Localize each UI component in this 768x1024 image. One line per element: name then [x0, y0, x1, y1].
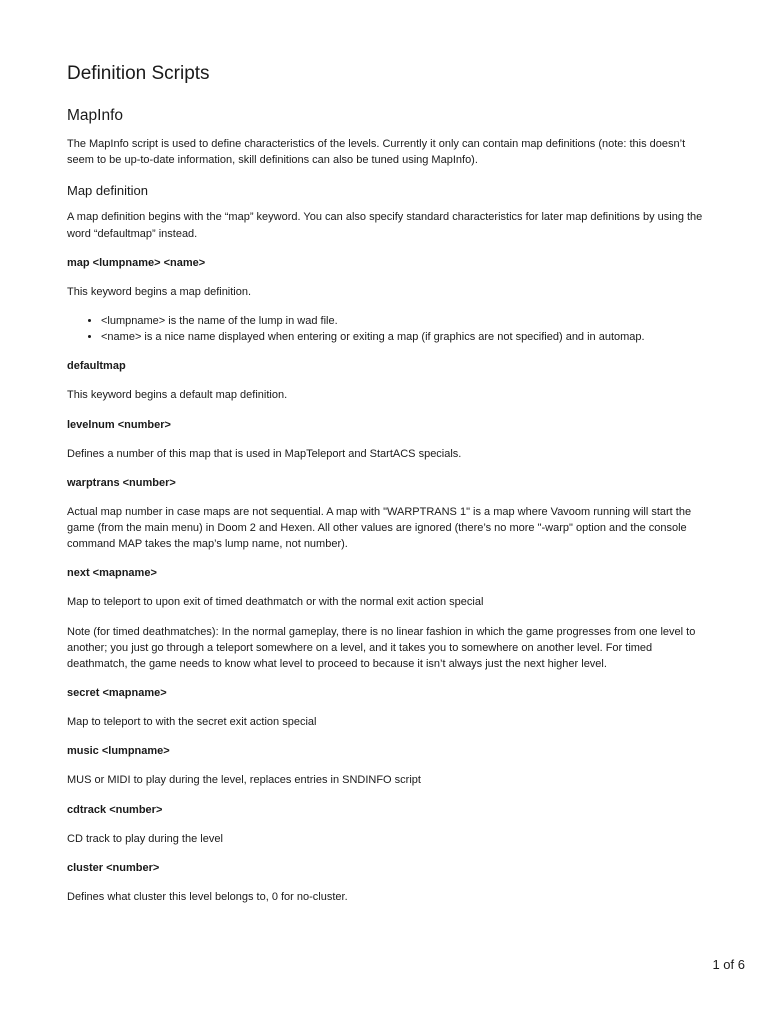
- section-heading-mapinfo: MapInfo: [67, 107, 124, 124]
- map-description: This keyword begins a map definition.: [67, 285, 252, 298]
- levelnum-description: Defines a number of this map that is used in MapTeleport and StartACS specials.: [67, 447, 462, 460]
- next-note: Note (for timed deathmatches): In the normal gameplay, there is no linear fashion in which the game progresses from one level to another; you just go through a teleport somewhere on a level, and it takes you to somewhere on another level. For timed deathmatch, the game needs to know what level to proceed to because it isn’t always just the next higher level.: [67, 625, 696, 671]
- list-item: • <name> is a nice name displayed when entering or exiting a map (if graphics are not specified) and in automap.: [101, 329, 707, 345]
- document-page: [67, 60, 707, 918]
- cdtrack-description: CD track to play during the level: [67, 832, 223, 845]
- intro-paragraph: The MapInfo script is used to define characteristics of the levels. Currently it only can contain map definitions (note: this doesn’t seem to be up-to-date information, skill definitions can also be tuned using MapInfo).: [67, 138, 686, 167]
- keyword-cluster: cluster <number>: [67, 861, 160, 874]
- keyword-next: next <mapname>: [67, 567, 157, 580]
- subsection-intro-paragraph: A map definition begins with the “map” keyword. You can also specify standard characteristics for later map definitions by using the word “defaultmap” instead.: [67, 211, 703, 240]
- keyword-levelnum: levelnum <number>: [67, 418, 171, 431]
- warptrans-description: Actual map number in case maps are not sequential. A map with "WARPTRANS 1" is a map where Vavoom running will start the game (from the main menu) in Doom 2 and Hexen. All other values are ignored (there’s no more "-warp" option and the console command MAP takes the map’s lump name, not number).: [67, 505, 692, 551]
- next-description: Map to teleport to upon exit of timed deathmatch or with the normal exit action special: [67, 596, 484, 609]
- subsection-heading-map-definition: Map definition: [67, 183, 148, 199]
- keyword-defaultmap: defaultmap: [67, 360, 126, 373]
- map-param-list: [67, 313, 707, 345]
- page-title: Definition Scripts: [67, 63, 210, 84]
- keyword-cdtrack: cdtrack <number>: [67, 803, 163, 816]
- page-counter: 1 of 6: [712, 957, 745, 972]
- secret-description: Map to teleport to with the secret exit action special: [67, 716, 317, 729]
- keyword-map: map <lumpname> <name>: [67, 256, 206, 269]
- defaultmap-description: This keyword begins a default map definition.: [67, 389, 288, 402]
- list-item: • <lumpname> is the name of the lump in wad file.: [101, 313, 707, 329]
- keyword-secret: secret <mapname>: [67, 687, 167, 700]
- keyword-warptrans: warptrans <number>: [67, 476, 176, 489]
- cluster-description: Defines what cluster this level belongs to, 0 for no-cluster.: [67, 890, 348, 903]
- keyword-music: music <lumpname>: [67, 745, 170, 758]
- music-description: MUS or MIDI to play during the level, replaces entries in SNDINFO script: [67, 774, 421, 787]
